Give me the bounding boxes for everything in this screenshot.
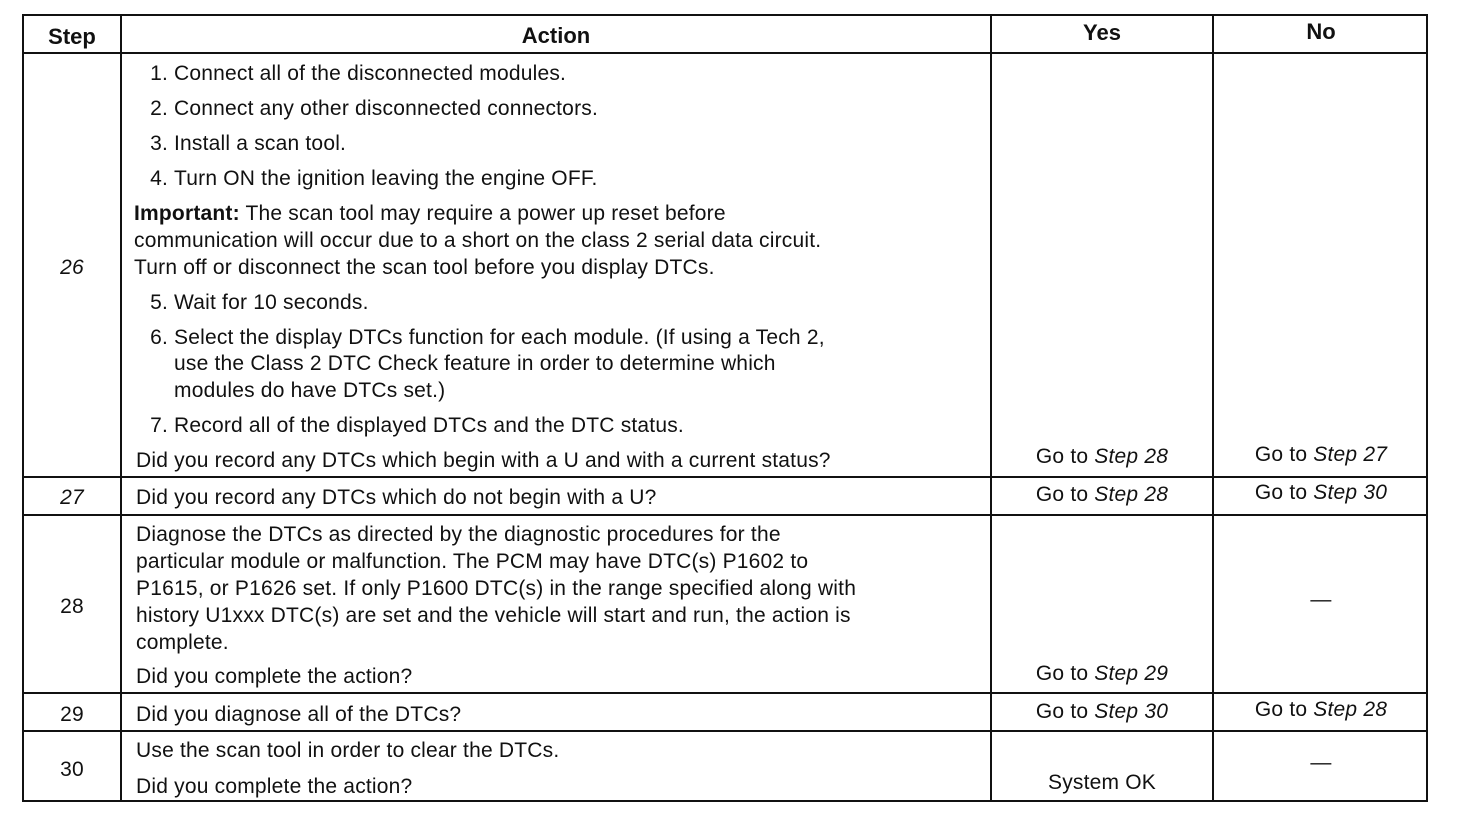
step-number: 28 — [60, 595, 84, 618]
yes-cell: Go to Step 30 — [1035, 700, 1169, 723]
action-text: particular module or malfunction. The PCM may have DTC(s) P1602 to — [136, 550, 809, 573]
list-item: 3. Install a scan tool. — [150, 132, 347, 155]
action-text: Diagnose the DTCs as directed by the diagnostic procedures for the — [136, 523, 781, 546]
action-text: complete. — [136, 631, 229, 654]
no-cell: Go to Step 30 — [1254, 481, 1388, 504]
column-divider — [120, 16, 122, 800]
header-action: Action — [521, 23, 591, 48]
action-text: Use the scan tool in order to clear the DTCs. — [136, 739, 560, 762]
list-item-continuation: modules do have DTCs set.) — [174, 379, 446, 402]
diagnostic-table: Step Action Yes No 26 1. Connect all of the disconnected modules. 2. Connect any other disconnected connectors. 3. Install a scan tool. 4. Turn ON the ignition leaving the engine OFF. Important: The scan tool may require a power up reset before communication will occur due to a short on the class 2 serial data circuit. Turn off or disconnect the scan tool before you display DTCs. 5. Wait for 10 seconds. 6. Select the display DTCs function for each module. (If using a Tech 2, use the Class 2 DTC Check feature in order to determine which modules do have DTCs set.) 7. Record all of the displayed DTCs and the DTC status. Did you record any DTCs which begin with a U and with a current status? Go to Step 28 Go to Step 27 27 Did you record any DTCs which do not begin with a U? Go to Step 28 Go to Step 30 28 Diagnose the DTCs as directed by the diagnostic procedures for the particular module or malfunction. The PCM may have DTC(s) P1602 to P1615, or P1626 set. If only P1600 DTC(s) in the range specified along with history U1xxx DTC(s) are set and the vehicle will start and run, the action is complete. Did you complete the action? Go to Step 29 — 29 Did you diagnose all of the DTCs? Go to Step 30 Go to Step 28 30 Use the scan tool in order to clear the DTCs. Did you complete the action? System OK — — [22, 14, 1428, 802]
yes-cell: Go to Step 28 — [1035, 445, 1169, 468]
row-divider — [24, 692, 1426, 694]
no-cell: Go to Step 28 — [1254, 698, 1388, 721]
step-number: 26 — [60, 256, 84, 279]
list-item: 5. Wait for 10 seconds. — [150, 291, 369, 314]
step-number: 27 — [60, 486, 84, 509]
question: Did you complete the action? — [136, 665, 413, 688]
step-number: 30 — [60, 758, 84, 781]
row-divider — [24, 476, 1426, 478]
list-item: 7. Record all of the displayed DTCs and the DTC status. — [150, 414, 684, 437]
question: Did you record any DTCs which begin with a U and with a current status? — [136, 449, 831, 472]
no-cell: Go to Step 27 — [1254, 443, 1388, 466]
action-text: P1615, or P1626 set. If only P1600 DTC(s) in the range specified along with — [136, 577, 857, 600]
list-item: 1. Connect all of the disconnected modules. — [150, 62, 567, 85]
list-item-continuation: use the Class 2 DTC Check feature in order to determine which — [174, 352, 776, 375]
action-text: history U1xxx DTC(s) are set and the vehicle will start and run, the action is — [136, 604, 851, 627]
list-item: 6. Select the display DTCs function for each module. (If using a Tech 2, — [150, 326, 825, 349]
important-label: Important: — [134, 202, 240, 225]
yes-cell: Go to Step 29 — [1035, 662, 1169, 685]
row-divider — [24, 52, 1426, 54]
header-yes: Yes — [1083, 20, 1121, 45]
column-divider — [1212, 16, 1214, 800]
header-no: No — [1306, 19, 1336, 44]
step-number: 29 — [60, 703, 84, 726]
question: Did you diagnose all of the DTCs? — [136, 703, 462, 726]
no-cell: — — [1310, 751, 1332, 774]
list-item: 2. Connect any other disconnected connectors. — [150, 97, 598, 120]
row-divider — [24, 730, 1426, 732]
question: Did you complete the action? — [136, 775, 413, 798]
header-step: Step — [48, 24, 96, 49]
yes-cell: Go to Step 28 — [1035, 483, 1169, 506]
list-item: 4. Turn ON the ignition leaving the engine OFF. — [150, 167, 598, 190]
yes-cell: System OK — [1048, 771, 1156, 794]
no-cell: — — [1310, 588, 1332, 611]
question: Did you record any DTCs which do not begin with a U? — [136, 486, 657, 509]
row-divider — [24, 514, 1426, 516]
